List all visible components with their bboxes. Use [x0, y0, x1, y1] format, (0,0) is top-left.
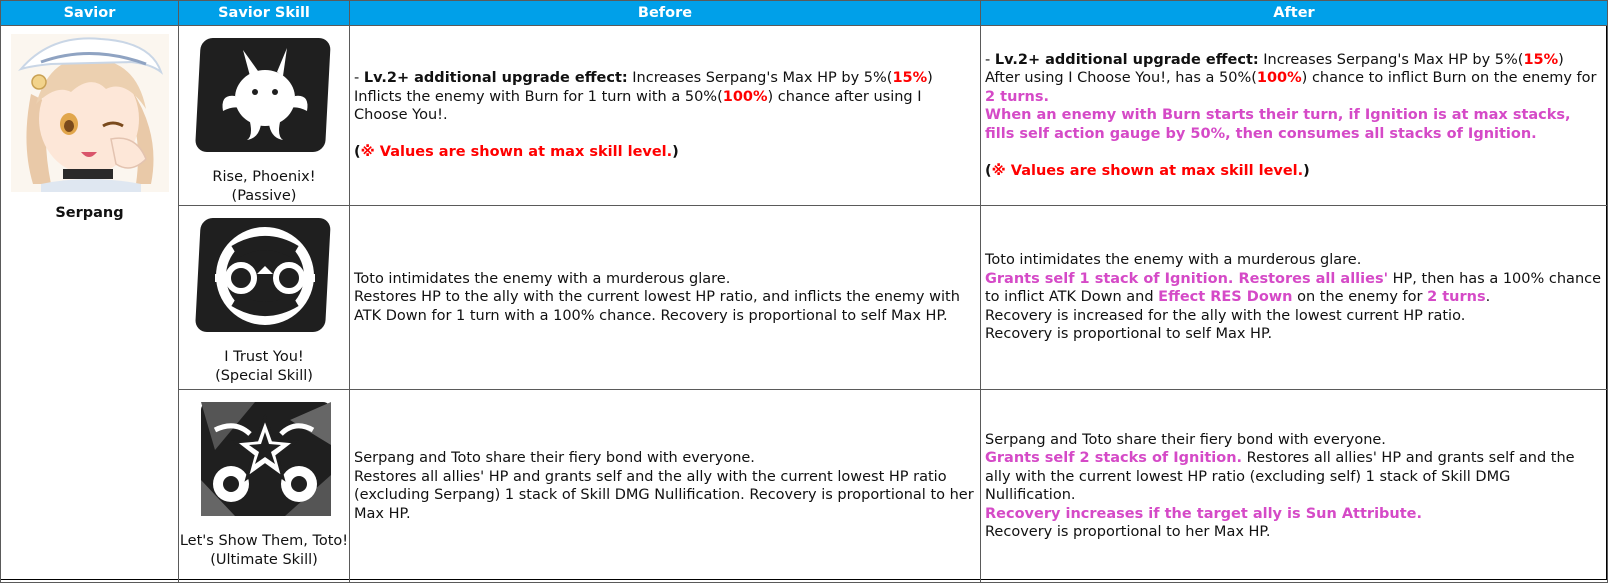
before-description: - Lv.2+ additional upgrade effect: Increases Serpang's Max HP by 5%(15%) Inflicts the enemy with Burn for 1 turn with a 50%(100%) chance after using I Choose You!. (※ Values are shown at max skill level.) [350, 26, 981, 206]
header-row [1, 1, 1608, 26]
skill-cell [179, 206, 350, 390]
star-burst-icon [195, 400, 333, 522]
savior-cell [1, 26, 179, 583]
header-after: After [981, 1, 1608, 26]
table-row [1, 390, 1608, 583]
after-description: Serpang and Toto share their fiery bond with everyone. Grants self 2 stacks of Ignition. Restores all allies' HP and grants self and the ally with the current lowest HP ratio (excluding self) 1 stack of Skill DMG Nullification. Recovery increases if the target ally is Sun Attribute. Recovery is proportional to her Max HP. [981, 390, 1608, 583]
header-before: Before [350, 1, 981, 26]
after-description: Toto intimidates the enemy with a murderous glare. Grants self 1 stack of Ignition. Restores all allies' HP, then has a 100% chance to inflict ATK Down and Effect RES Down on the enemy for 2 turns. Recovery is increased for the ally with the lowest current HP ratio. Recovery is proportional to self Max HP. [981, 206, 1608, 390]
skill-name: I Trust You! [224, 349, 304, 365]
skill-name: Let's Show Them, Toto! [179, 533, 349, 549]
skill-type: (Passive) [231, 187, 297, 204]
savior-name: Serpang [55, 205, 124, 221]
before-description: Serpang and Toto share their fiery bond with everyone. Restores all allies' HP and grants self and the ally with the current lowest HP ratio (excluding Serpang) 1 stack of Skill DMG Nullification. Recovery is proportional to her Max HP. [350, 390, 981, 583]
after-description: - Lv.2+ additional upgrade effect: Increases Serpang's Max HP by 5%(15%) After using I Choose You!, has a 50%(100%) chance to inflict Burn on the enemy for 2 turns. When an enemy with Burn starts their turn, if Ignition is at max stacks, fills self action gauge by 50%, then consumes all stacks of Ignition. (※ Values are shown at max skill level.) [981, 26, 1608, 206]
header-savior-skill: Savior Skill [179, 1, 350, 26]
skill-cell [179, 26, 350, 206]
table-row [1, 206, 1608, 390]
skill-type: (Ultimate Skill) [210, 551, 318, 568]
skill-type: (Special Skill) [215, 367, 313, 384]
serpang-portrait [11, 34, 169, 192]
toto-eyes-icon [195, 216, 333, 338]
before-description: Toto intimidates the enemy with a murderous glare. Restores HP to the ally with the current lowest HP ratio, and inflicts the enemy with ATK Down for 1 turn with a 100% chance. Recovery is proportional to self Max HP. [350, 206, 981, 390]
phoenix-bird-icon [195, 36, 333, 158]
table-row [1, 26, 1608, 206]
skill-cell [179, 390, 350, 583]
header-savior: Savior [1, 1, 179, 26]
skill-name: Rise, Phoenix! [212, 169, 316, 185]
